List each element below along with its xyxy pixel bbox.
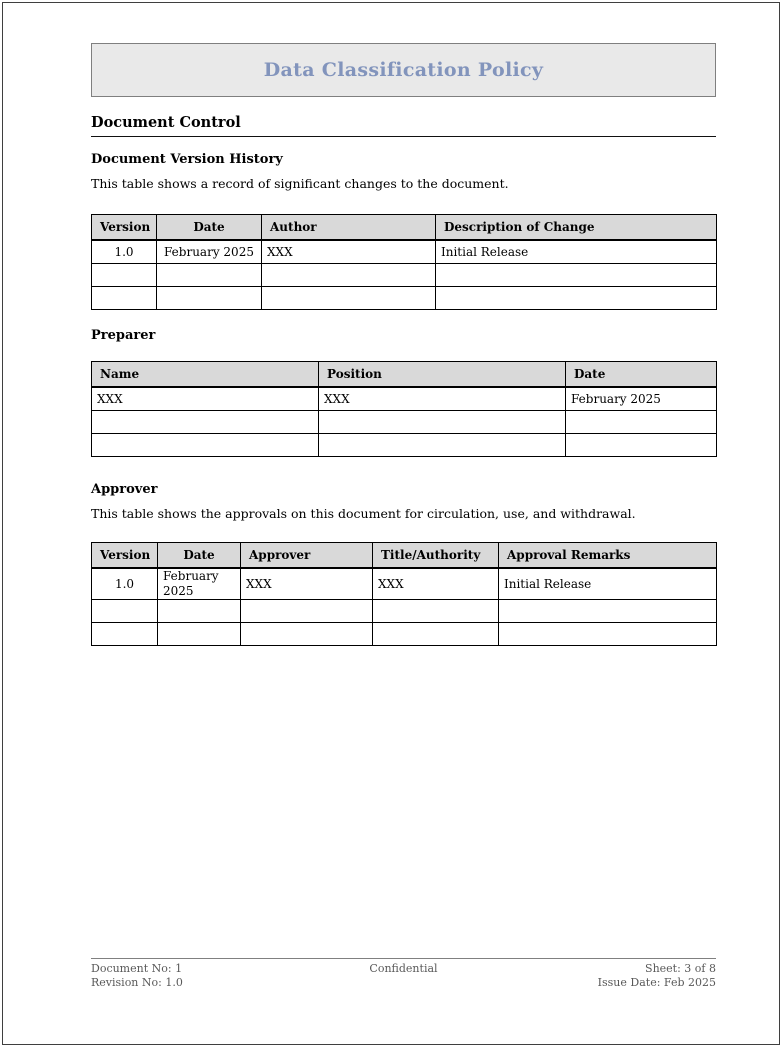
table-cell [157,264,262,287]
table-row [92,240,717,264]
table-cell [499,623,717,646]
table-row [92,264,717,287]
table-row [92,434,717,457]
table-cell [92,411,319,434]
table-cell [373,600,499,623]
page-footer [91,958,716,990]
table-cell [92,287,157,310]
table-header-cell: Position [319,362,566,388]
table-cell: February 2025 [566,387,717,411]
document-title: Data Classification Policy [263,59,544,81]
table-cell [92,623,158,646]
table-cell [566,411,717,434]
preparer-table [91,361,717,457]
table-cell [499,600,717,623]
table-cell: 1.0 [92,240,157,264]
table-header-cell: Version [92,215,157,241]
heading-approver: Approver [91,482,158,497]
footer-revision-no: Revision No: 1.0 [91,976,183,989]
table-row [92,287,717,310]
table-cell: XXX [319,387,566,411]
version-history-table [91,214,717,310]
table-cell [158,623,241,646]
table-header-cell: Approver [241,543,373,569]
table-header-cell: Title/Authority [373,543,499,569]
table-cell [157,287,262,310]
footer-left [91,962,299,990]
table-cell [319,411,566,434]
table-header-row [92,215,717,241]
table-cell [566,434,717,457]
table-row [92,411,717,434]
table-header-cell: Date [566,362,717,388]
footer-confidential: Confidential [369,962,438,975]
table-header-cell: Version [92,543,158,569]
table-cell [436,287,717,310]
table-cell: XXX [373,568,499,600]
document-page [91,0,716,646]
title-banner [91,43,716,97]
table-header-row [92,362,717,388]
table-cell: February 2025 [158,568,241,600]
version-history-description: This table shows a record of significant changes to the document. [91,176,509,191]
table-cell [92,600,158,623]
footer-issue-date: Issue Date: Feb 2025 [597,976,716,989]
table-header-cell: Date [158,543,241,569]
table-header-row [92,543,717,569]
table-cell [319,434,566,457]
table-cell [92,434,319,457]
table-row [92,600,717,623]
footer-sheet: Sheet: 3 of 8 [645,962,716,975]
table-header-cell: Approval Remarks [499,543,717,569]
approver-description: This table shows the approvals on this document for circulation, use, and withdrawal. [91,506,636,521]
table-row [92,568,717,600]
approver-table [91,542,717,646]
table-cell [158,600,241,623]
table-row [92,623,717,646]
footer-right [508,962,716,990]
table-cell [373,623,499,646]
table-header-cell: Name [92,362,319,388]
table-cell: XXX [241,568,373,600]
table-cell: XXX [92,387,319,411]
table-cell: Initial Release [436,240,717,264]
table-row [92,387,717,411]
table-header-cell: Date [157,215,262,241]
table-cell: Initial Release [499,568,717,600]
heading-preparer: Preparer [91,328,156,343]
heading-version-history: Document Version History [91,152,283,167]
table-cell [241,600,373,623]
table-cell: 1.0 [92,568,158,600]
table-cell: XXX [262,240,436,264]
table-header-cell: Author [262,215,436,241]
table-cell: February 2025 [157,240,262,264]
table-header-cell: Description of Change [436,215,717,241]
table-cell [241,623,373,646]
section-heading-document-control: Document Control [91,114,716,137]
table-cell [262,287,436,310]
footer-document-no: Document No: 1 [91,962,183,975]
table-cell [262,264,436,287]
table-cell [436,264,717,287]
table-cell [92,264,157,287]
